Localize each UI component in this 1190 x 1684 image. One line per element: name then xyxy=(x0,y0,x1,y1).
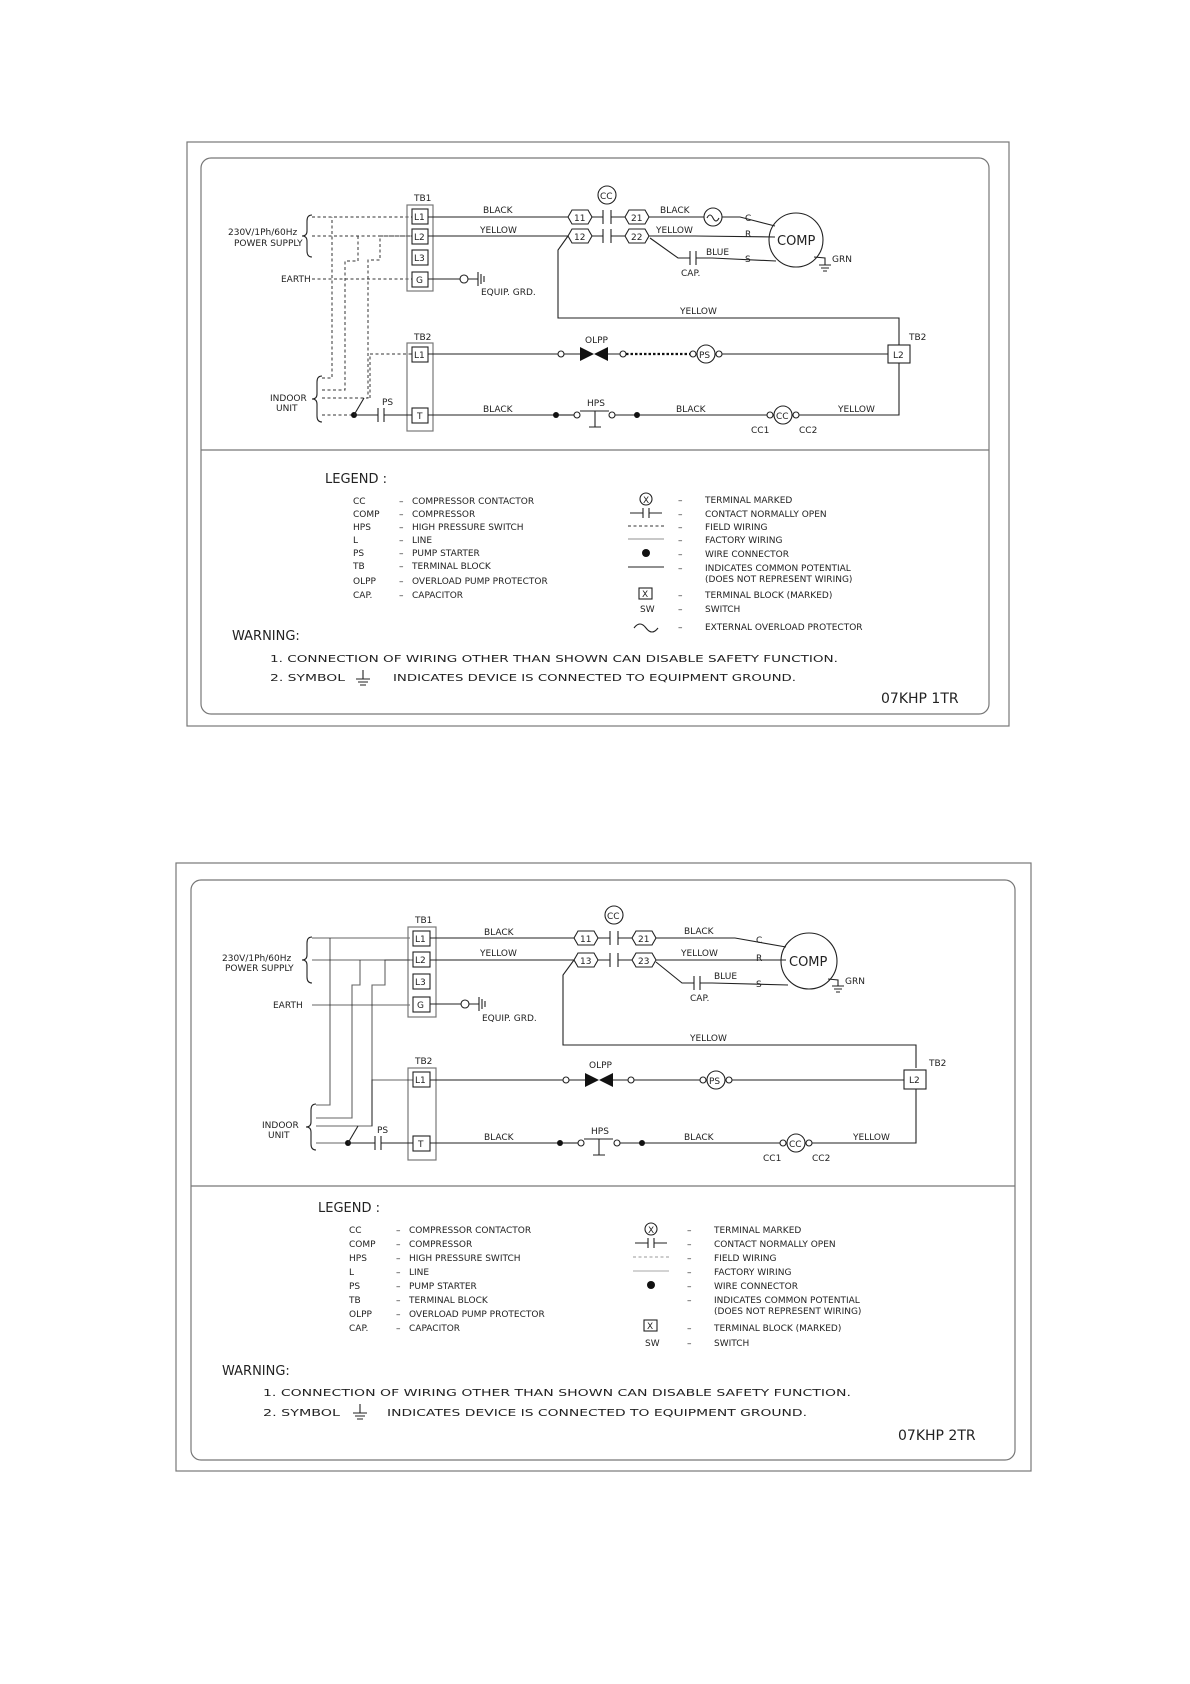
terminal-11-text: 11 xyxy=(580,935,592,945)
warning-2a: 2. SYMBOL xyxy=(263,1408,341,1419)
cc2-terminal xyxy=(806,1140,812,1146)
legend-dash: – xyxy=(396,1240,401,1250)
power-supply-label-2: POWER SUPPLY xyxy=(234,239,303,249)
cc1-terminal xyxy=(780,1140,786,1146)
wire-label-yellow-3: YELLOW xyxy=(853,1133,890,1143)
legend-code: CC xyxy=(349,1226,362,1236)
tb1-label: TB1 xyxy=(414,194,432,204)
hps-connector-left xyxy=(557,1140,563,1146)
legend-dash: – xyxy=(396,1268,401,1278)
legend-code: CC xyxy=(353,497,366,507)
legend-desc: WIRE CONNECTOR xyxy=(714,1282,798,1292)
comp-terminal-c: C xyxy=(745,214,752,224)
legend-left xyxy=(352,497,548,601)
diagram-07khp-1tr xyxy=(187,142,1009,726)
legend-code: COMP xyxy=(353,510,380,520)
cap-label: CAP. xyxy=(681,269,701,279)
tb2-right-terminal-text: L2 xyxy=(909,1076,920,1086)
wire-label-yellow-1: YELLOW xyxy=(480,949,517,959)
ps-terminal-right xyxy=(716,351,722,357)
legend-desc: COMPRESSOR CONTACTOR xyxy=(409,1226,532,1236)
contact-no-symbol xyxy=(630,508,662,518)
legend-dash: – xyxy=(678,550,683,560)
ground-symbol-inline xyxy=(356,670,370,685)
cc-coil-label: CC xyxy=(776,412,789,422)
grn-label: GRN xyxy=(845,977,865,987)
wire-connector-symbol xyxy=(642,549,650,557)
field-wire-tb2-l1 xyxy=(372,1080,413,1126)
wire-yellow-2 xyxy=(649,236,775,237)
tb2-right-label: TB2 xyxy=(909,333,927,343)
legend-desc: EXTERNAL OVERLOAD PROTECTOR xyxy=(705,623,863,633)
contact-2 xyxy=(598,953,632,967)
tb1-l2-text: L2 xyxy=(415,956,426,966)
legend-dash: – xyxy=(399,549,404,559)
terminal-marked-letter: X xyxy=(648,1226,655,1236)
wire-label-black-1: BLACK xyxy=(484,928,514,938)
olpp-label: OLPP xyxy=(585,336,608,346)
legend-dash: – xyxy=(678,591,683,601)
legend-desc: FIELD WIRING xyxy=(705,523,768,533)
inner-frame xyxy=(191,880,1015,1460)
legend-code: OLPP xyxy=(353,577,376,587)
hps-connector-left xyxy=(553,412,559,418)
legend-code: OLPP xyxy=(349,1310,372,1320)
legend-desc: CONTACT NORMALLY OPEN xyxy=(714,1240,836,1250)
outer-frame xyxy=(176,863,1031,1471)
legend-code: HPS xyxy=(353,523,371,533)
wire-black-2 xyxy=(656,938,786,947)
legend-desc: COMPRESSOR CONTACTOR xyxy=(412,497,535,507)
legend-code: HPS xyxy=(349,1254,367,1264)
legend-dash: – xyxy=(687,1226,692,1236)
ps-contact xyxy=(354,408,412,422)
ps-label: PS xyxy=(377,1126,389,1136)
tb2-l1-text: L1 xyxy=(415,1076,426,1086)
olpp-terminal-right xyxy=(628,1077,634,1083)
legend-desc: OVERLOAD PUMP PROTECTOR xyxy=(409,1310,545,1320)
legend-left xyxy=(348,1226,545,1334)
terminal-22-text: 22 xyxy=(631,233,643,243)
power-supply-label: 230V/1Ph/60Hz xyxy=(222,954,292,964)
tb1-g-text: G xyxy=(416,276,423,286)
ps-terminal-left xyxy=(700,1077,706,1083)
olpp-terminal-right xyxy=(620,351,626,357)
legend-code: CAP. xyxy=(353,591,373,601)
legend-code: PS xyxy=(349,1282,361,1292)
ps-terminal-left xyxy=(690,351,696,357)
tb2-right-label: TB2 xyxy=(929,1059,947,1069)
cap-symbol xyxy=(690,251,696,265)
terminal-block-letter: X xyxy=(642,590,649,600)
field-wire-indoor-1 xyxy=(316,938,330,1105)
indoor-brace xyxy=(306,1104,316,1150)
warning-title: WARNING: xyxy=(232,629,300,644)
hps-switch xyxy=(580,411,609,427)
legend-code: PS xyxy=(353,549,365,559)
tb2-right-terminal-text: L2 xyxy=(893,351,904,361)
ps-switch-arm xyxy=(354,398,364,415)
indoor-unit-label-2: UNIT xyxy=(268,1131,290,1141)
wire-label-yellow-1: YELLOW xyxy=(480,226,517,236)
equip-ground-terminal xyxy=(460,275,468,283)
comp-terminal-s: S xyxy=(745,255,751,265)
field-wire-indoor-2 xyxy=(316,960,360,1118)
cc2-label: CC2 xyxy=(812,1154,831,1164)
legend-desc: LINE xyxy=(409,1268,430,1278)
warning-2b: INDICATES DEVICE IS CONNECTED TO EQUIPMENT GROUND. xyxy=(387,1408,807,1419)
cc-contactor-label: CC xyxy=(600,192,613,202)
legend-desc: PUMP STARTER xyxy=(409,1282,477,1292)
olpp-terminal-left xyxy=(563,1077,569,1083)
legend-code: COMP xyxy=(349,1240,376,1250)
power-brace xyxy=(302,215,312,257)
legend-dash: – xyxy=(687,1324,692,1334)
equip-grd-label: EQUIP. GRD. xyxy=(481,288,536,298)
legend-dash: – xyxy=(396,1254,401,1264)
legend-dash: – xyxy=(687,1339,692,1349)
warning-2b: INDICATES DEVICE IS CONNECTED TO EQUIPMENT GROUND. xyxy=(393,673,796,684)
hps-terminal-left xyxy=(574,412,580,418)
legend-desc: HIGH PRESSURE SWITCH xyxy=(412,523,524,533)
olpp-symbol xyxy=(585,1073,599,1087)
tb1-label: TB1 xyxy=(415,916,433,926)
legend-dash: – xyxy=(396,1310,401,1320)
comp-ground xyxy=(814,257,831,271)
legend-dash: – xyxy=(687,1296,692,1306)
legend-code: TB xyxy=(353,562,365,572)
legend-desc: OVERLOAD PUMP PROTECTOR xyxy=(412,577,548,587)
hps-label: HPS xyxy=(591,1127,609,1137)
legend-dash: – xyxy=(396,1296,401,1306)
wire-label-black-4: BLACK xyxy=(676,405,706,415)
comp-label: COMP xyxy=(777,234,816,249)
wire-label-black-2: BLACK xyxy=(684,927,714,937)
outer-frame xyxy=(187,142,1009,726)
legend-dash: – xyxy=(399,510,404,520)
terminal-marked-letter: X xyxy=(643,496,650,506)
legend-code: L xyxy=(353,536,359,546)
legend-desc: INDICATES COMMON POTENTIAL xyxy=(714,1296,860,1306)
external-overload-symbol xyxy=(634,624,658,632)
inner-frame xyxy=(201,158,989,714)
contact-2 xyxy=(592,229,625,243)
terminal-21-text: 21 xyxy=(631,214,643,224)
legend-desc: TERMINAL BLOCK xyxy=(409,1296,488,1306)
tb2-label: TB2 xyxy=(414,333,432,343)
legend-desc: INDICATES COMMON POTENTIAL xyxy=(705,564,851,574)
wire-label-yellow-2: YELLOW xyxy=(681,949,718,959)
equip-ground-wire xyxy=(430,997,485,1011)
legend-dash: – xyxy=(396,1226,401,1236)
cc-contactor-label: CC xyxy=(607,912,620,922)
tb1-l2-text: L2 xyxy=(414,233,425,243)
wire-black-2 xyxy=(649,217,775,226)
legend-code: L xyxy=(349,1268,355,1278)
tb1-l1-text: L1 xyxy=(414,213,425,223)
legend-dash: – xyxy=(678,564,683,574)
indoor-brace xyxy=(312,376,322,422)
legend-dash: – xyxy=(399,497,404,507)
indoor-unit-label: INDOOR xyxy=(262,1121,299,1131)
ps-label: PS xyxy=(382,398,394,408)
hps-terminal-right xyxy=(609,412,615,418)
legend-dash: – xyxy=(678,523,683,533)
legend-desc: COMPRESSOR xyxy=(409,1240,473,1250)
tb2-label: TB2 xyxy=(415,1057,433,1067)
legend-desc: LINE xyxy=(412,536,433,546)
legend-desc: WIRE CONNECTOR xyxy=(705,550,789,560)
wire-label-black-4: BLACK xyxy=(684,1133,714,1143)
indoor-unit-label-2: UNIT xyxy=(276,404,298,414)
legend-desc: PUMP STARTER xyxy=(412,549,480,559)
grn-label: GRN xyxy=(832,255,852,265)
diagram-code: 07KHP 2TR xyxy=(898,1428,976,1444)
legend-desc: FACTORY WIRING xyxy=(714,1268,792,1278)
warning-1: 1. CONNECTION OF WIRING OTHER THAN SHOWN CAN DISABLE SAFETY FUNCTION. xyxy=(263,1388,851,1399)
legend-dash: – xyxy=(399,523,404,533)
wire-label-black-2: BLACK xyxy=(660,206,690,216)
legend-desc: SWITCH xyxy=(705,605,741,615)
terminal-13-text: 13 xyxy=(580,957,592,967)
comp-terminal-s: S xyxy=(756,980,762,990)
diagram-code: 07KHP 1TR xyxy=(881,691,959,707)
earth-label: EARTH xyxy=(281,275,311,285)
hps-connector-right xyxy=(639,1140,645,1146)
terminal-11-text: 11 xyxy=(574,214,586,224)
legend-title: LEGEND : xyxy=(325,472,387,487)
power-supply-label: 230V/1Ph/60Hz xyxy=(228,228,298,238)
legend-desc: CONTACT NORMALLY OPEN xyxy=(705,510,827,520)
legend-dash: – xyxy=(678,605,683,615)
legend-desc-2: (DOES NOT REPRESENT WIRING) xyxy=(705,575,853,585)
hps-terminal-left xyxy=(578,1140,584,1146)
cap-symbol xyxy=(694,976,700,990)
comp-ground xyxy=(828,979,844,992)
legend-desc: FIELD WIRING xyxy=(714,1254,777,1264)
ps-symbol-label: PS xyxy=(709,1077,721,1087)
legend-desc: COMPRESSOR xyxy=(412,510,476,520)
olpp-symbol xyxy=(580,347,594,361)
hps-label: HPS xyxy=(587,399,605,409)
legend-desc: CAPACITOR xyxy=(409,1324,461,1334)
field-wire-indoor-2 xyxy=(322,236,358,390)
legend-dash: – xyxy=(396,1324,401,1334)
wire-label-yellow-mid: YELLOW xyxy=(690,1034,727,1044)
legend-right xyxy=(628,493,863,633)
ps-switch-arm xyxy=(348,1126,358,1143)
contact-1 xyxy=(592,210,625,224)
legend-desc: TERMINAL BLOCK (MARKED) xyxy=(714,1324,842,1334)
legend-dash: – xyxy=(399,591,404,601)
wire-label-blue: BLUE xyxy=(714,972,738,982)
diagram-07khp-2tr xyxy=(176,863,1031,1471)
tb1-l3-text: L3 xyxy=(414,254,425,264)
wire-label-yellow-2: YELLOW xyxy=(656,226,693,236)
switch-symbol: SW xyxy=(645,1339,660,1349)
terminal-block-letter: X xyxy=(647,1322,654,1332)
cc2-terminal xyxy=(793,412,799,418)
hps-terminal-right xyxy=(614,1140,620,1146)
olpp-label: OLPP xyxy=(589,1061,612,1071)
legend-dash: – xyxy=(687,1240,692,1250)
legend-dash: – xyxy=(399,577,404,587)
field-wire-indoor-3 xyxy=(322,236,412,398)
legend-dash: – xyxy=(687,1254,692,1264)
warning-title: WARNING: xyxy=(222,1364,290,1379)
wire-label-black-1: BLACK xyxy=(483,206,513,216)
legend-desc: FACTORY WIRING xyxy=(705,536,783,546)
switch-symbol: SW xyxy=(640,605,655,615)
tb2-t-text: T xyxy=(418,1140,424,1150)
ps-terminal-right xyxy=(726,1077,732,1083)
legend-title: LEGEND : xyxy=(318,1201,380,1216)
legend-code: CAP. xyxy=(349,1324,369,1334)
field-wire-tb2-l1 xyxy=(370,354,412,398)
legend-desc: TERMINAL MARKED xyxy=(705,496,793,506)
comp-terminal-r: R xyxy=(745,230,752,240)
hps-connector-right xyxy=(634,412,640,418)
hps-switch xyxy=(584,1139,613,1155)
indoor-unit-label: INDOOR xyxy=(270,394,307,404)
field-wire-indoor-1 xyxy=(322,217,332,378)
tb1-l3-text: L3 xyxy=(415,978,426,988)
tb1-l1-text: L1 xyxy=(415,935,426,945)
equip-ground-wire xyxy=(428,272,484,286)
power-brace xyxy=(302,937,312,983)
legend-code: TB xyxy=(349,1296,361,1306)
terminal-23-text: 23 xyxy=(638,957,650,967)
legend-desc: TERMINAL BLOCK xyxy=(412,562,491,572)
legend-dash: – xyxy=(399,536,404,546)
power-supply-label-2: POWER SUPPLY xyxy=(225,964,294,974)
legend-desc: HIGH PRESSURE SWITCH xyxy=(409,1254,521,1264)
legend-desc-2: (DOES NOT REPRESENT WIRING) xyxy=(714,1307,862,1317)
equip-ground-terminal xyxy=(461,1000,469,1008)
contact-1 xyxy=(598,931,632,945)
legend-dash: – xyxy=(678,496,683,506)
ps-contact xyxy=(348,1136,413,1150)
wire-label-yellow-mid: YELLOW xyxy=(680,307,717,317)
comp-terminal-c: C xyxy=(756,936,763,946)
olpp-symbol-2 xyxy=(599,1073,613,1087)
tb1-g-text: G xyxy=(417,1001,424,1011)
cc1-label: CC1 xyxy=(763,1154,782,1164)
wire-label-blue: BLUE xyxy=(706,248,730,258)
comp-label: COMP xyxy=(789,955,828,970)
equip-grd-label: EQUIP. GRD. xyxy=(482,1014,537,1024)
cap-label: CAP. xyxy=(690,994,710,1004)
legend-dash: – xyxy=(687,1282,692,1292)
olpp-terminal-left xyxy=(558,351,564,357)
legend-desc: CAPACITOR xyxy=(412,591,464,601)
olpp-symbol-2 xyxy=(594,347,608,361)
wire-label-black-3: BLACK xyxy=(483,405,513,415)
warning-2a: 2. SYMBOL xyxy=(270,673,346,684)
overload-wave xyxy=(707,215,719,221)
warning-1: 1. CONNECTION OF WIRING OTHER THAN SHOWN CAN DISABLE SAFETY FUNCTION. xyxy=(270,654,838,665)
legend-desc: TERMINAL BLOCK (MARKED) xyxy=(705,591,833,601)
wire-label-black-3: BLACK xyxy=(484,1133,514,1143)
comp-terminal-r: R xyxy=(756,954,763,964)
legend-right xyxy=(633,1223,861,1349)
legend-dash: – xyxy=(678,510,683,520)
cc1-label: CC1 xyxy=(751,426,770,436)
tb2-t-text: T xyxy=(417,412,423,422)
legend-dash: – xyxy=(678,623,683,633)
contact-no-symbol xyxy=(635,1238,667,1248)
cc-coil-label: CC xyxy=(789,1140,802,1150)
legend-desc: TERMINAL MARKED xyxy=(714,1226,802,1236)
ground-symbol-inline xyxy=(353,1404,367,1419)
legend-dash: – xyxy=(687,1268,692,1278)
legend-dash: – xyxy=(396,1282,401,1292)
wire-connector-symbol xyxy=(647,1281,655,1289)
terminal-21-text: 21 xyxy=(638,935,650,945)
legend-dash: – xyxy=(399,562,404,572)
cc1-terminal xyxy=(767,412,773,418)
legend-desc: SWITCH xyxy=(714,1339,750,1349)
ps-symbol-label: PS xyxy=(699,351,711,361)
wire-label-yellow-3: YELLOW xyxy=(838,405,875,415)
earth-label: EARTH xyxy=(273,1001,303,1011)
legend-dash: – xyxy=(678,536,683,546)
cc2-label: CC2 xyxy=(799,426,818,436)
tb2-l1-text: L1 xyxy=(414,351,425,361)
terminal-12-text: 12 xyxy=(574,233,586,243)
